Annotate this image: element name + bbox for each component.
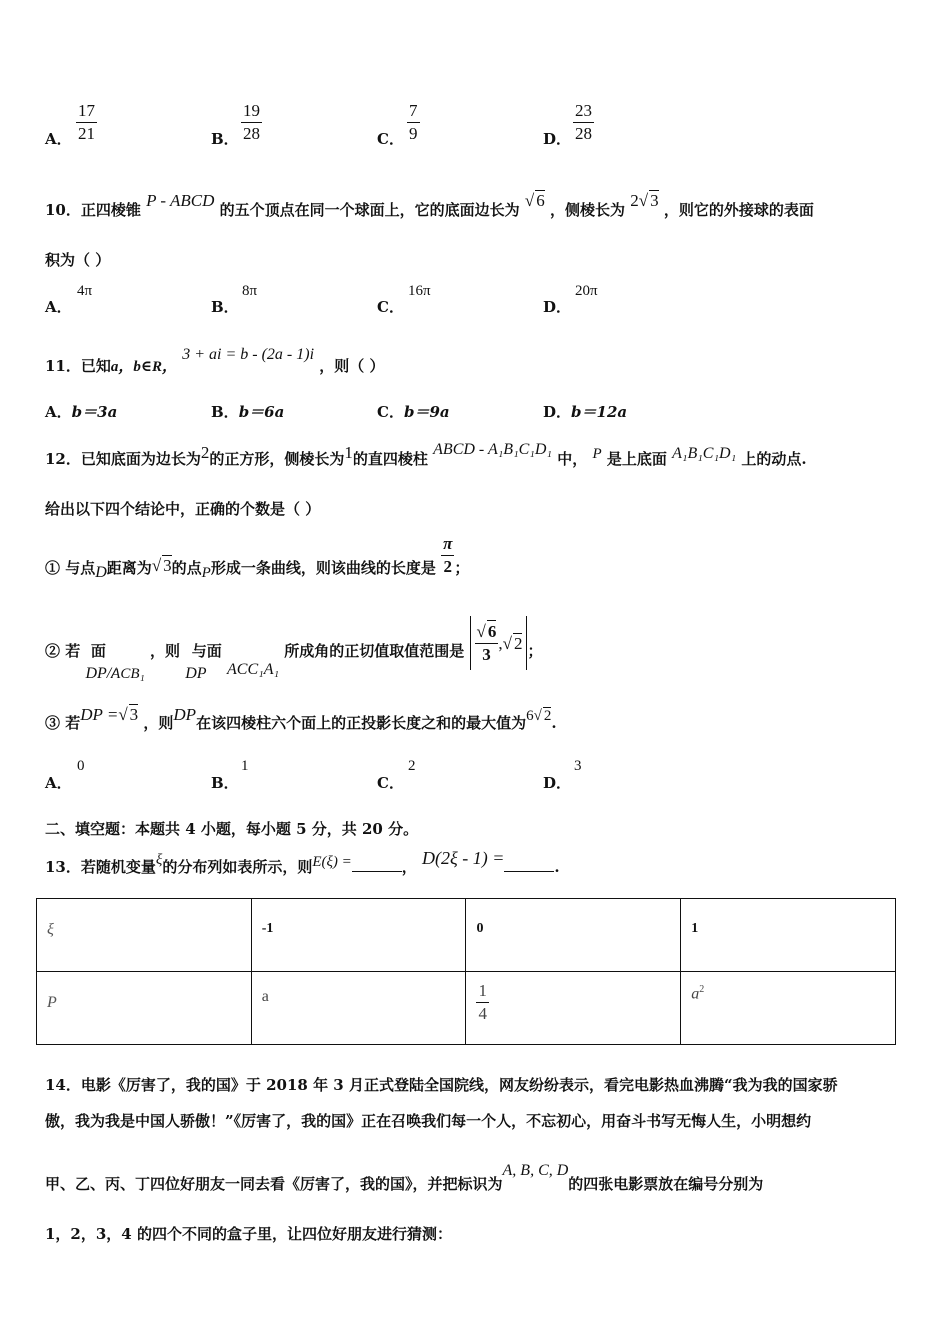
q9-option-a-fraction: $\frac{17}{21}$: [78, 101, 95, 143]
table-cell: $a^2$: [681, 972, 896, 1045]
q12-statement-2: ② 若 DP// 面 ACB₁ ，则 DP 与面 ACC₁A₁ 所成角的正切值取值范围是 $\frac{√ 6}{3}$ ,√ 2 ；: [45, 614, 542, 668]
q9-option-c-fraction: $\frac{7}{9}$: [409, 101, 418, 143]
q12-statement-1: ① 与点D距离为√ 3的点P形成一条曲线，则该曲线的长度是 $\frac{\pi}{2}$ ；: [45, 534, 470, 581]
table-cell: ξ: [37, 899, 252, 972]
q9-option-b-label: B．: [211, 130, 239, 148]
q11-option-d: D．b＝12a: [543, 403, 628, 421]
q13-blank-1[interactable]: [352, 871, 402, 872]
q14-line-1: 14．电影《厉害了，我的国》于 2018 年 3 月正式登陆全国院线，网友纷纷表示，看完电影热血沸腾“我为我的国家骄: [45, 1076, 838, 1094]
q10-stem-line2: 积为（ ）: [45, 251, 111, 269]
q14-line-2: 傲，我为我是中国人骄傲！”《厉害了，我的国》正在召唤我们每一个人，不忘初心，用奋斗书写无悔人生，小明想约: [45, 1112, 812, 1130]
q13-stem: 13．若随机变量ξ的分布列如表所示，则E(ξ) = ， D(2ξ - 1) = .: [45, 848, 560, 876]
q10-option-d-value: 20π: [575, 283, 598, 299]
distribution-table: [36, 898, 896, 1045]
q10-edge-sqrt: √ 6: [524, 191, 545, 210]
q12-prism: ABCD - A₁B₁C₁D₁: [433, 441, 552, 458]
q13-variance: D(2ξ - 1) =: [422, 848, 505, 868]
table-row: [37, 899, 896, 972]
q12-option-a-value: 0: [77, 758, 85, 774]
q10-option-c-value: 16π: [408, 283, 431, 299]
q10-option-a-value: 4π: [77, 283, 93, 299]
q9-option-d-fraction: $\frac{23}{28}$: [575, 101, 592, 143]
table-fraction: $\frac{1}{4}$: [478, 981, 487, 1023]
q12-option-c-value: 2: [408, 758, 416, 774]
q12-option-a-label: A．: [45, 774, 72, 792]
table-cell: 1: [681, 899, 896, 972]
q12-s2-interval: $\frac{√ 6}{3}$ ,√ 2: [470, 616, 528, 670]
q9-option-a-label: A．: [45, 130, 72, 148]
q12-stem: 12．已知底面为边长为2的正方形，侧棱长为1的直四棱柱 ABCD - A₁B₁C₁D₁ 中， P 是上底面 A₁B₁C₁D₁ 上的动点.: [45, 441, 807, 468]
q10-pyramid: P - ABCD: [146, 191, 215, 210]
section-heading: 二、填空题：本题共 4 小题，每小题 5 分，共 20 分。: [45, 820, 419, 838]
table-cell: a: [251, 972, 466, 1045]
q9-option-c-label: C．: [377, 130, 404, 148]
q11-stem: 11．已知a，b∈R， 3 + ai = b - (2a - 1)i ，则（ ）: [45, 346, 385, 375]
q12-option-c-label: C．: [377, 774, 404, 792]
q10-option-d-label: D．: [543, 298, 572, 316]
q10-lateral-sqrt: 2√ 3: [630, 191, 659, 210]
q12-option-d-value: 3: [574, 758, 582, 774]
q12-stem-line2: 给出以下四个结论中，正确的个数是（ ）: [45, 500, 321, 518]
q10-option-c-label: C．: [377, 298, 404, 316]
q12-s1-fraction: $\frac{\pi}{2}$: [443, 534, 453, 576]
q14-line-3: 甲、乙、丙、丁四位好朋友一同去看《厉害了，我的国》，并把标识为A, B, C, D的四张电影票放在编号分别为: [45, 1162, 764, 1193]
q11-option-b: B．b＝6a: [211, 403, 285, 421]
q9-option-d-label: D．: [543, 130, 572, 148]
table-cell: [466, 972, 681, 1045]
q11-option-c: C．b＝9a: [377, 403, 450, 421]
q10-option-b-label: B．: [211, 298, 239, 316]
q12-option-b-value: 1: [241, 758, 249, 774]
q10-option-a-label: A．: [45, 298, 72, 316]
q10-option-b-value: 8π: [242, 283, 258, 299]
q13-blank-2[interactable]: [504, 871, 554, 872]
table-cell: 0: [466, 899, 681, 972]
q12-statement-3: ③ 若DP =√ 3 ，则DP在该四棱柱六个面上的正投影长度之和的最大值为6√ 2.: [45, 705, 557, 732]
q12-option-b-label: B．: [211, 774, 239, 792]
q11-equation: 3 + ai = b - (2a - 1)i: [182, 346, 315, 363]
q13-expectation: E(ξ) =: [312, 854, 352, 870]
q9-option-b-fraction: $\frac{19}{28}$: [243, 101, 260, 143]
q14-line-4: 1，2，3，4 的四个不同的盒子里，让四位好朋友进行猜测：: [45, 1225, 452, 1243]
q10-stem: 10．正四棱锥 P - ABCD 的五个顶点在同一个球面上，它的底面边长为 √ 6 ，侧棱长为 2√ 3 ，则它的外接球的表面: [45, 191, 814, 219]
table-cell: -1: [251, 899, 466, 972]
table-cell: P: [37, 972, 252, 1045]
q11-option-a: A．b＝3a: [45, 403, 118, 421]
table-row: [37, 972, 896, 1045]
q12-option-d-label: D．: [543, 774, 572, 792]
